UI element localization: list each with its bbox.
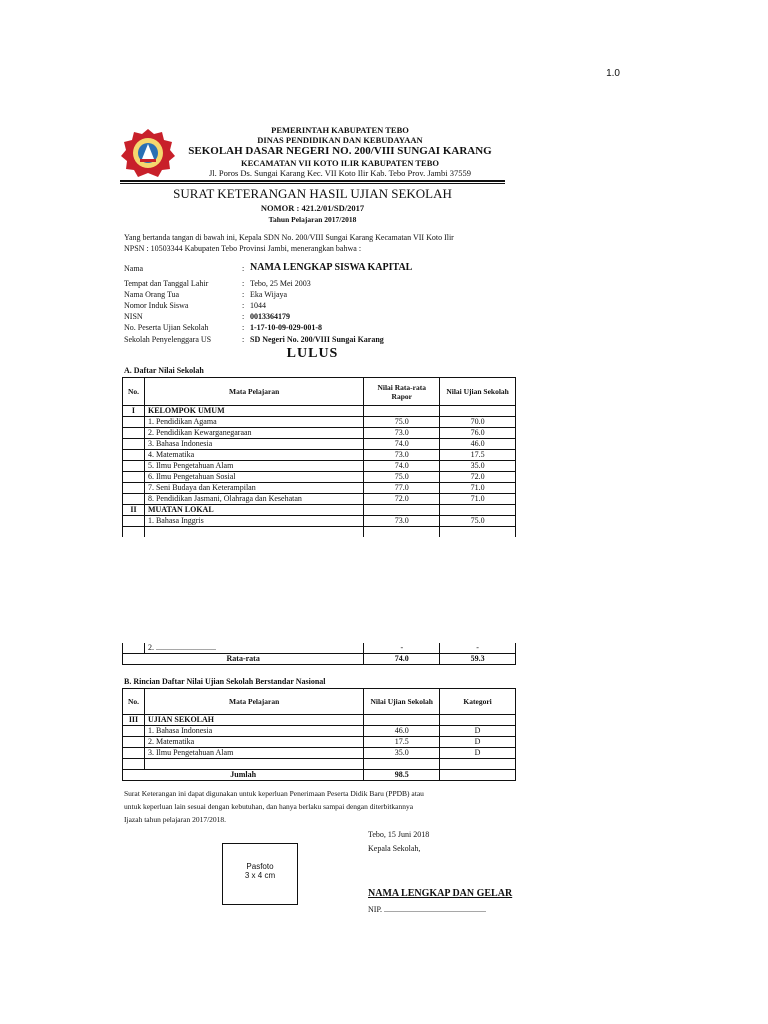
col-header-us: Nilai Ujian Sekolah [440, 378, 516, 406]
empty-cell [440, 770, 516, 781]
grades-table [122, 377, 516, 537]
empty-cell [440, 505, 516, 516]
table-row [123, 527, 516, 538]
group-number: I [123, 406, 145, 417]
note-line: untuk keperluan lain sesuai dengan kebutuhan, dan hanya berlaku sampai dengan diterbitkannya [124, 802, 414, 811]
subject-name: 2. Pendidikan Kewarganegaraan [144, 428, 363, 439]
table-row [123, 461, 516, 472]
empty-cell [364, 715, 440, 726]
rapor-score: 72.0 [364, 494, 440, 505]
header-divider-thin [120, 183, 505, 184]
colon: : [242, 335, 245, 344]
rapor-score: 75.0 [364, 417, 440, 428]
colon: : [242, 323, 245, 332]
exam-category: D [440, 748, 516, 759]
table-row [123, 472, 516, 483]
signature-place-date: Tebo, 15 Juni 2018 [368, 830, 430, 839]
col-header-no: No. [123, 378, 145, 406]
table-row [123, 748, 516, 759]
table-header-row [123, 689, 516, 715]
identity-label: No. Peserta Ujian Sekolah [124, 323, 209, 332]
rapor-score: 77.0 [364, 483, 440, 494]
exam-score: 46.0 [364, 726, 440, 737]
rapor-score: 75.0 [364, 472, 440, 483]
identity-value: 0013364179 [250, 312, 290, 321]
average-row [123, 654, 516, 665]
us-score: 75.0 [440, 516, 516, 527]
subject-name: 1. Bahasa Indonesia [144, 726, 363, 737]
header-government: PEMERINTAH KABUPATEN TEBO [271, 125, 409, 135]
us-score: 70.0 [440, 417, 516, 428]
subject-name: 4. Matematika [144, 450, 363, 461]
empty-cell [440, 406, 516, 417]
table-row [123, 417, 516, 428]
document-number: NOMOR : 421.2/01/SD/2017 [260, 203, 365, 213]
table-row [123, 439, 516, 450]
col-header-category: Kategori [440, 689, 516, 715]
intro-paragraph [124, 232, 534, 254]
header-divider [120, 180, 505, 182]
academic-year: Tahun Pelajaran 2017/2018 [268, 215, 357, 224]
table-row [123, 516, 516, 527]
subject-name: 6. Ilmu Pengetahuan Sosial [144, 472, 363, 483]
table-row [123, 483, 516, 494]
photo-label: Pasfoto [246, 862, 274, 871]
exam-table [122, 688, 516, 781]
exam-category: D [440, 737, 516, 748]
student-name: NAMA LENGKAP SISWA KAPITAL [250, 262, 413, 273]
page-number: 1.0 [606, 68, 620, 79]
section-b-title: B. Rincian Daftar Nilai Ujian Sekolah Berstandar Nasional [124, 677, 326, 686]
table-row [123, 759, 516, 770]
us-score: 76.0 [440, 428, 516, 439]
us-score: 35.0 [440, 461, 516, 472]
note-line: Ijazah tahun pelajaran 2017/2018. [124, 815, 227, 824]
group-number: II [123, 505, 145, 516]
identity-label: Sekolah Penyelenggara US [124, 335, 212, 344]
signature-position: Kepala Sekolah, [368, 844, 421, 853]
exam-score: 35.0 [364, 748, 440, 759]
result-status: LULUS [286, 346, 339, 361]
subject-name: 1. Pendidikan Agama [144, 417, 363, 428]
col-header-no: No. [123, 689, 145, 715]
identity-label: Nama Orang Tua [124, 290, 180, 299]
intro-line: Yang bertanda tangan di bawah ini, Kepala SDN No. 200/VIII Sungai Karang Kecamatan VII Koto Ilir [124, 233, 454, 242]
total-row [123, 770, 516, 781]
rapor-score: 73.0 [364, 428, 440, 439]
colon: : [242, 301, 245, 310]
group-name: UJIAN SEKOLAH [144, 715, 363, 726]
identity-label: NISN [124, 312, 143, 321]
us-score: 71.0 [440, 494, 516, 505]
identity-value: 1-17-10-09-029-001-8 [250, 323, 322, 332]
table-row [123, 726, 516, 737]
subject-name: 3. Ilmu Pengetahuan Alam [144, 748, 363, 759]
identity-label: Nomor Induk Siswa [124, 301, 189, 310]
exam-score: 17.5 [364, 737, 440, 748]
empty-cell [440, 715, 516, 726]
document-title: SURAT KETERANGAN HASIL UJIAN SEKOLAH [173, 186, 452, 201]
signatory-nip: NIP. ................................................... [368, 905, 487, 914]
identity-label: Nama [124, 264, 144, 273]
group-name: KELOMPOK UMUM [144, 406, 363, 417]
col-header-score: Nilai Ujian Sekolah [364, 689, 440, 715]
section-a-title: A. Daftar Nilai Sekolah [124, 366, 204, 375]
identity-value: Eka Wijaya [250, 290, 288, 299]
col-header-subject: Mata Pelajaran [144, 689, 363, 715]
table-group-row [123, 406, 516, 417]
group-number: III [123, 715, 145, 726]
school-logo [120, 128, 176, 178]
table-group-row [123, 505, 516, 516]
subject-name: 2. Matematika [144, 737, 363, 748]
table-row [123, 643, 516, 654]
header-district: KECAMATAN VII KOTO ILIR KABUPATEN TEBO [241, 158, 439, 168]
us-score: 46.0 [440, 439, 516, 450]
average-rapor: 74.0 [364, 654, 440, 665]
photo-placeholder [222, 843, 298, 905]
intro-line: NPSN : 10503344 Kabupaten Tebo Provinsi Jambi, menerangkan bahwa : [124, 244, 362, 253]
empty-cell [364, 406, 440, 417]
average-us: 59.3 [440, 654, 516, 665]
colon: : [242, 290, 245, 299]
usage-note [124, 787, 534, 826]
identity-label: Tempat dan Tanggal Lahir [124, 279, 209, 288]
table-row [123, 428, 516, 439]
rapor-score: 73.0 [364, 516, 440, 527]
table-row [123, 494, 516, 505]
us-score: 71.0 [440, 483, 516, 494]
col-header-rapor: Nilai Rata-rata Rapor [364, 378, 440, 406]
note-line: Surat Keterangan ini dapat digunakan untuk keperluan Penerimaan Peserta Didik Baru (PPDB) atau [124, 789, 424, 798]
col-header-subject: Mata Pelajaran [144, 378, 363, 406]
us-score: - [440, 643, 516, 654]
subject-name: 8. Pendidikan Jasmani, Olahraga dan Kesehatan [144, 494, 363, 505]
average-label: Rata-rata [123, 654, 364, 665]
signatory-name: NAMA LENGKAP DAN GELAR [368, 888, 513, 899]
colon: : [242, 264, 245, 273]
exam-category: D [440, 726, 516, 737]
group-name: MUATAN LOKAL [144, 505, 363, 516]
colon: : [242, 279, 245, 288]
identity-value: Tebo, 25 Mei 2003 [250, 279, 311, 288]
subject-name: 5. Ilmu Pengetahuan Alam [144, 461, 363, 472]
table-row [123, 450, 516, 461]
us-score: 17.5 [440, 450, 516, 461]
table-group-row [123, 715, 516, 726]
table-row [123, 737, 516, 748]
rapor-score: 74.0 [364, 461, 440, 472]
grades-table-continued [122, 643, 516, 665]
total-label: Jumlah [123, 770, 364, 781]
identity-value: SD Negeri No. 200/VIII Sungai Karang [250, 335, 384, 344]
photo-size: 3 x 4 cm [244, 871, 276, 880]
us-score: 72.0 [440, 472, 516, 483]
subject-name: 3. Bahasa Indonesia [144, 439, 363, 450]
empty-cell [364, 505, 440, 516]
header-department: DINAS PENDIDIKAN DAN KEBUDAYAAN [257, 135, 423, 145]
rapor-score: - [364, 643, 440, 654]
total-score: 98.5 [364, 770, 440, 781]
colon: : [242, 312, 245, 321]
header-address: Jl. Poros Ds. Sungai Karang Kec. VII Koto Ilir Kab. Tebo Prov. Jambi 37559 [208, 168, 471, 178]
table-header-row [123, 378, 516, 406]
subject-name: 7. Seni Budaya dan Keterampilan [144, 483, 363, 494]
identity-value: 1044 [250, 301, 266, 310]
rapor-score: 73.0 [364, 450, 440, 461]
subject-name: 1. Bahasa Inggris [144, 516, 363, 527]
header-school-name: SEKOLAH DASAR NEGERI NO. 200/VIII SUNGAI KARANG [188, 145, 492, 157]
rapor-score: 74.0 [364, 439, 440, 450]
subject-name: 2. .............................. [144, 643, 363, 654]
